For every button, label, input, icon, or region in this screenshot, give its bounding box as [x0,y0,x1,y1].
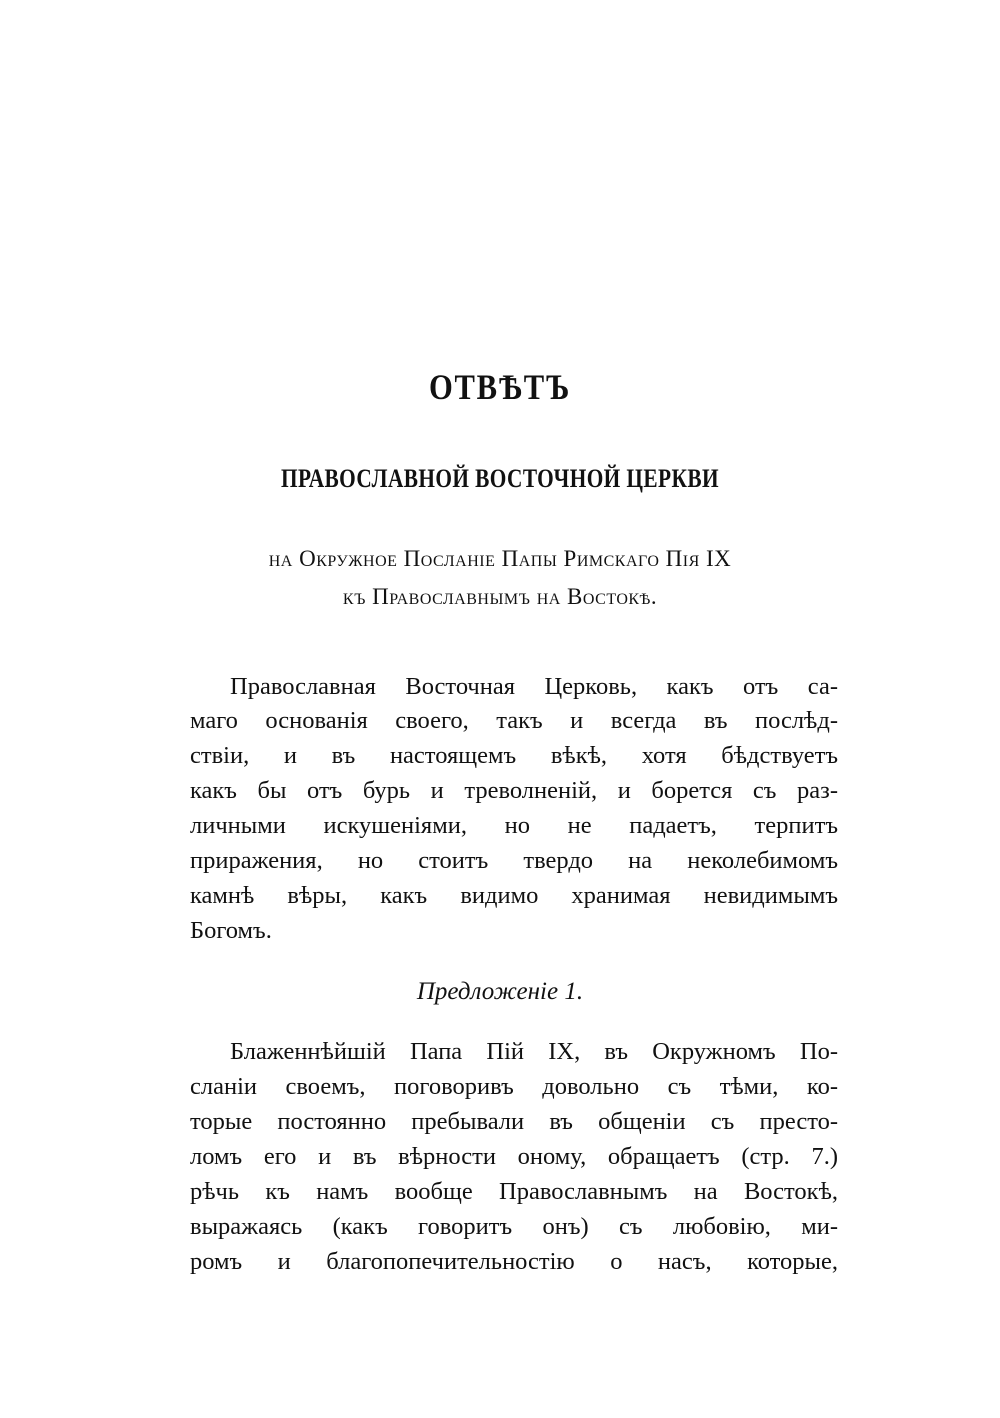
address-line: на Окружное Посланіе Папы Римскаго Пія IX [268,546,732,571]
text-line: Православная Восточная Церковь, какъ отъ са- [230,673,838,700]
text-line: ромъ и благопопечительностію о насъ, которые, [190,1248,838,1275]
text-line: торые постоянно пребывали въ общеніи съ престо- [190,1108,838,1135]
text-line: Блаженнѣйшій Папа Пій IX, въ Окружномъ По- [230,1038,838,1065]
text-line: какъ бы отъ бурь и треволненій, и борется съ раз- [190,777,838,804]
text-line: маго основанія своего, такъ и всегда въ послѣд- [190,707,838,734]
document-title: ОТВѢТЪ [428,367,572,407]
text-line: Богомъ. [190,917,272,944]
address-line: къ Православнымъ на Востокѣ. [342,584,658,609]
text-line: ствіи, и въ настоящемъ вѣкѣ, хотя бѣдствуетъ [190,742,838,769]
text-line: ломъ его и въ вѣрности оному, обращаетъ (стр. 7.) [190,1143,838,1170]
text-line: камнѣ вѣры, какъ видимо хранимая невидимымъ [190,882,838,909]
text-line: выражаясь (какъ говоритъ онъ) съ любовію, ми- [190,1213,838,1240]
text-line: рѣчь къ намъ вообще Православнымъ на Востокѣ, [190,1178,838,1205]
text-line: сланіи своемъ, поговоривъ довольно съ тѣми, ко- [190,1073,838,1100]
document-subtitle: ПРАВОСЛАВНОЙ ВОСТОЧНОЙ ЦЕРКВИ [281,464,719,493]
text-line: приражения, но стоитъ твердо на неколебимомъ [190,847,838,874]
section-heading: Предложеніе 1. [416,978,584,1005]
text-line: личными искушеніями, но не падаетъ, терпитъ [190,812,838,839]
